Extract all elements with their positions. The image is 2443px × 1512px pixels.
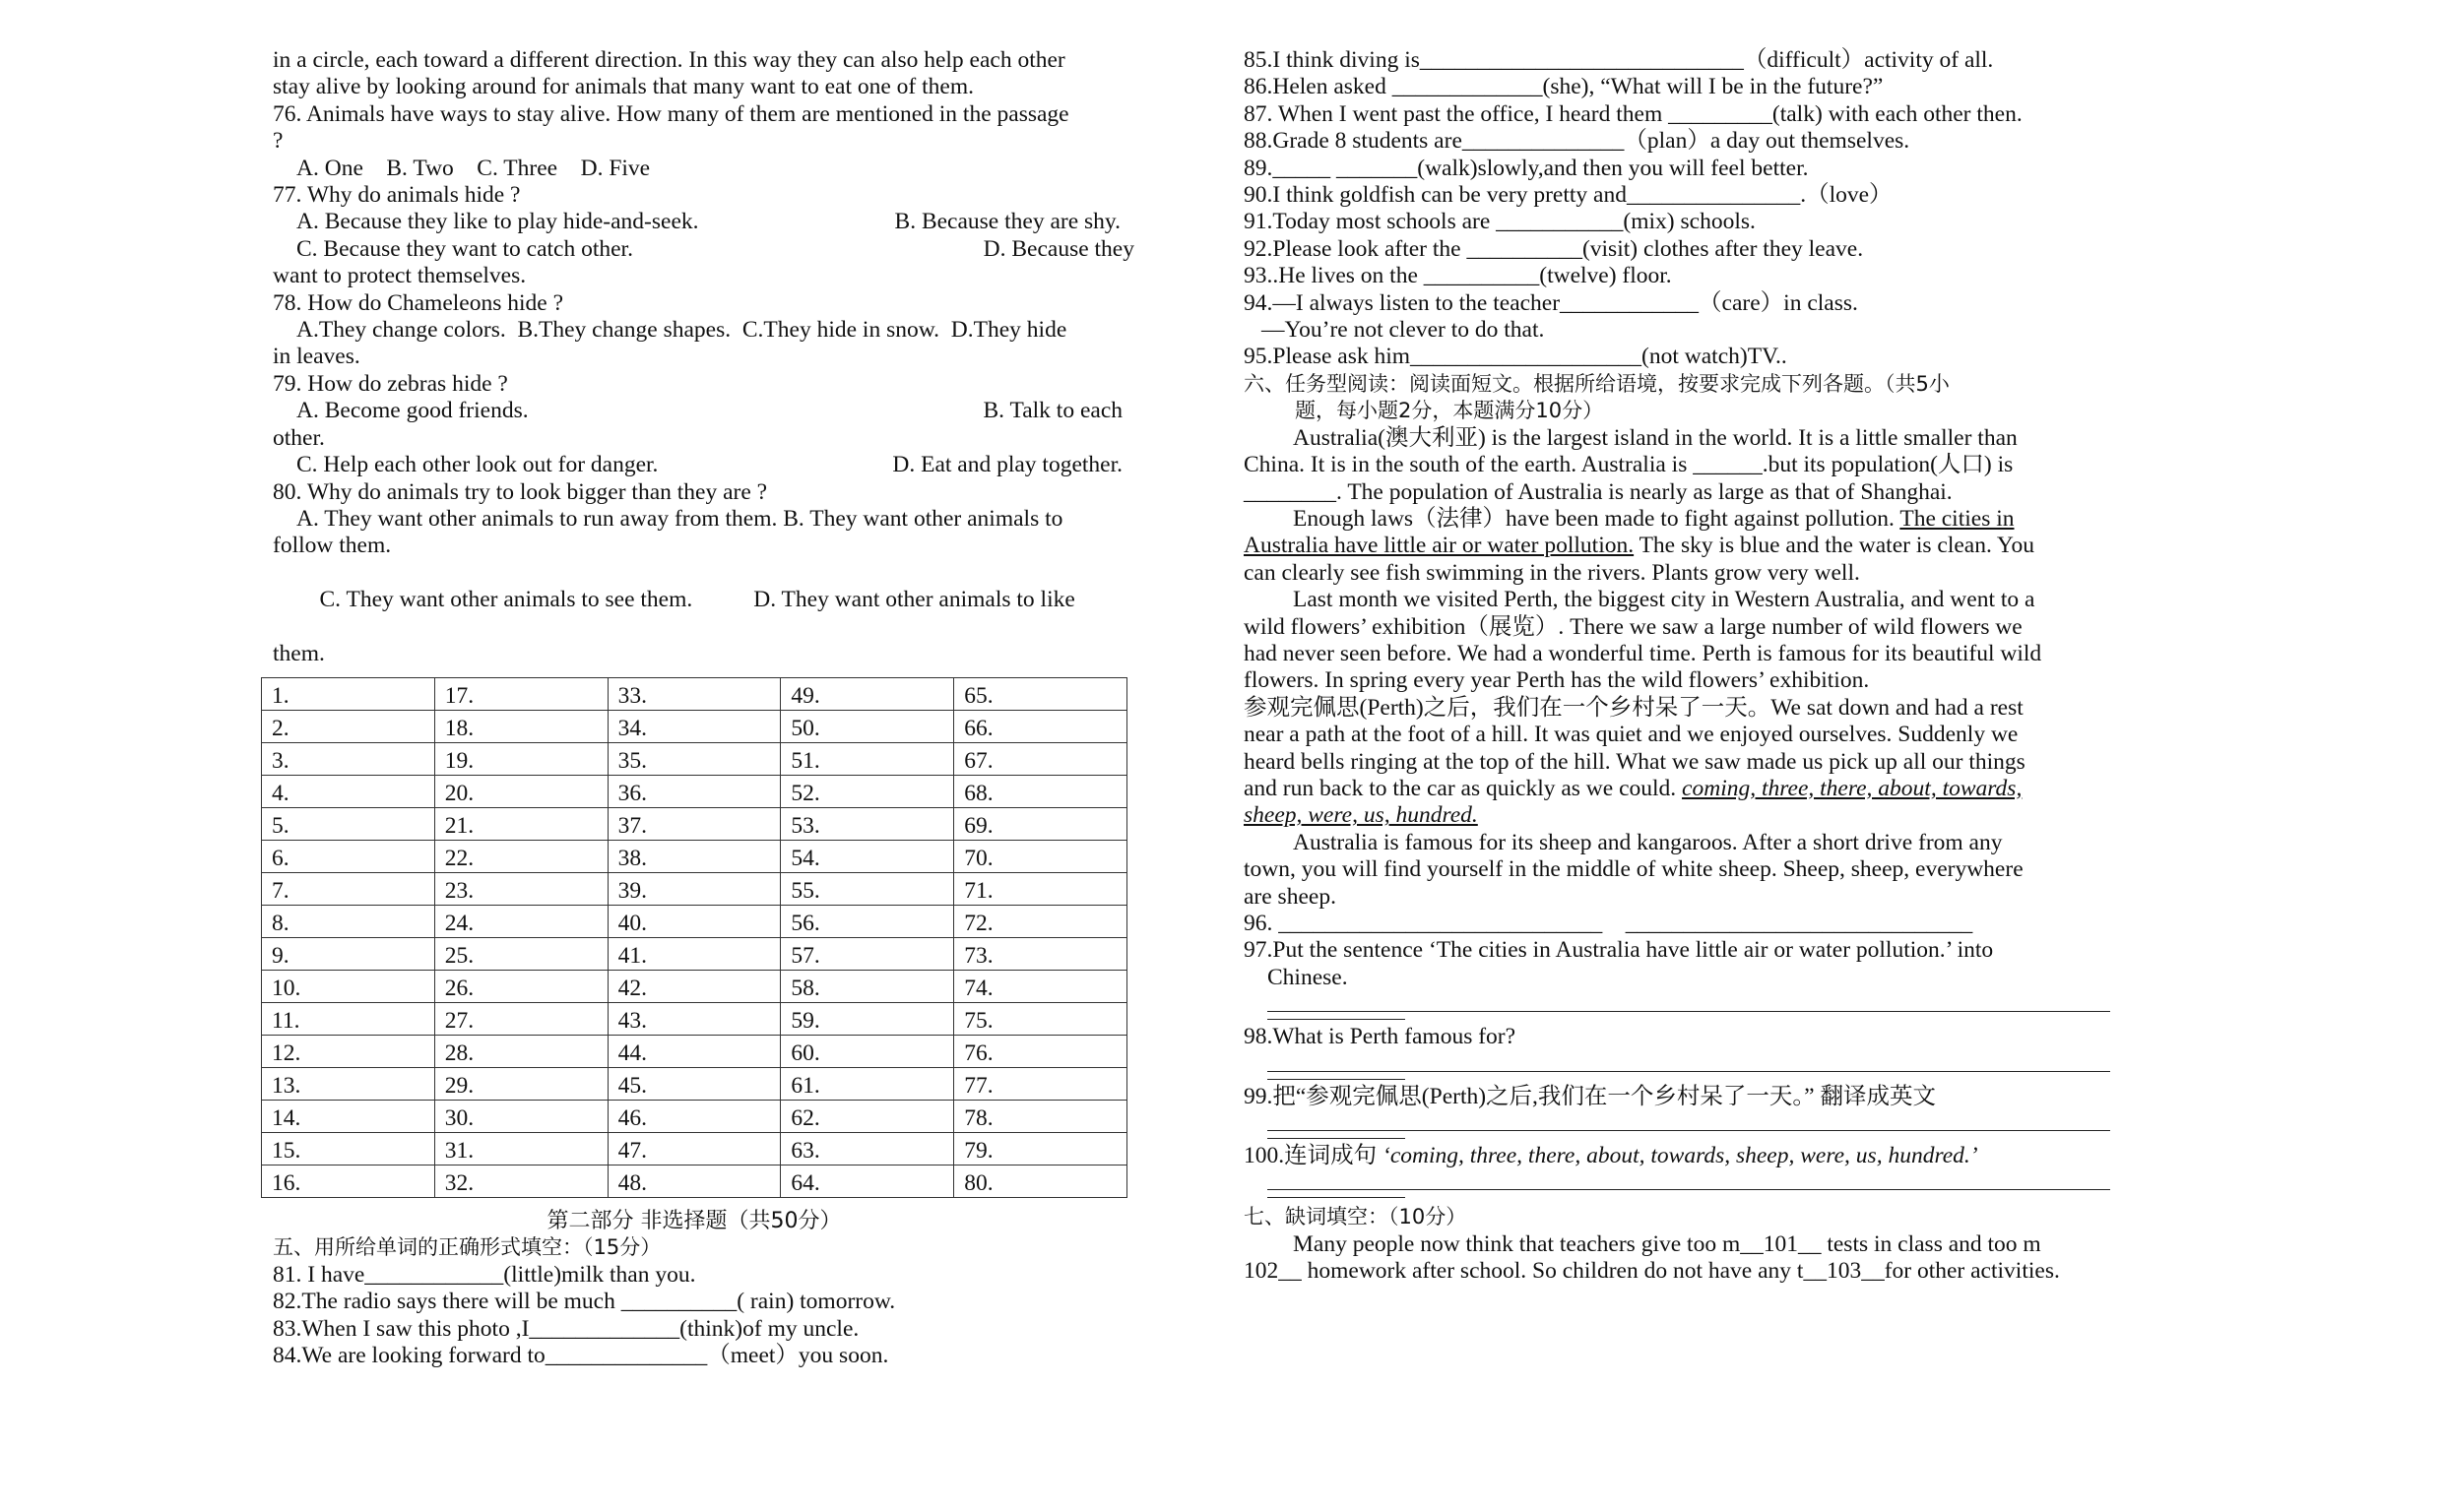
fill-question-91: 91.Today most schools are ___________(mix) schools. — [1244, 209, 1756, 235]
option-a: A. Because they like to play hide-and-seek. — [296, 209, 699, 235]
answer-grid-row — [262, 678, 1127, 711]
option-c: C. Because they want to catch other. — [296, 235, 633, 262]
answer-grid-row — [262, 776, 1127, 808]
answer-cell: 65. — [954, 678, 1127, 711]
answer-line — [1267, 991, 2110, 1012]
option-d-continued: want to protect themselves. — [273, 263, 527, 289]
passage-line: ________. The population of Australia is nearly as large as that of Shanghai. — [1244, 478, 1953, 505]
answer-cell: 49. — [781, 678, 954, 711]
question-text: 100.连词成句 — [1244, 1143, 1382, 1169]
answer-cell: 39. — [608, 873, 781, 906]
answer-cell: 45. — [608, 1068, 781, 1101]
answer-line — [1267, 1051, 2110, 1072]
passage-line: are sheep. — [1244, 883, 1336, 910]
answer-grid-row — [262, 711, 1127, 743]
answer-cell: 32. — [434, 1166, 608, 1198]
answer-line-short — [1267, 1019, 1405, 1020]
passage-line: stay alive by looking around for animals that many want to eat one of them. — [273, 74, 974, 100]
answer-cell: 76. — [954, 1036, 1127, 1068]
answer-line — [1267, 1169, 2110, 1190]
passage-line: Australia(澳大利亚) is the largest island in the world. It is a little smaller than — [1293, 424, 2018, 451]
passage-text: Enough laws（法律）have been made to fight against pollution. — [1293, 505, 1900, 532]
passage-line: Australia is famous for its sheep and kangaroos. After a short drive from any — [1293, 829, 2003, 855]
answer-cell: 22. — [434, 841, 608, 873]
fill-question-81: 81. I have____________(little)milk than you. — [273, 1261, 696, 1288]
answer-cell: 47. — [608, 1133, 781, 1166]
section-7-title: 七、缺词填空：（10分） — [1244, 1205, 1467, 1229]
answer-cell: 56. — [781, 906, 954, 938]
passage-text: The sky is blue and the water is clean. You — [1634, 533, 2034, 559]
answer-line-short — [1267, 1197, 1405, 1198]
answer-cell: 23. — [434, 873, 608, 906]
answer-cell: 37. — [608, 808, 781, 841]
answer-cell: 63. — [781, 1133, 954, 1166]
answer-cell: 48. — [608, 1166, 781, 1198]
answer-cell: 18. — [434, 711, 608, 743]
answer-cell: 35. — [608, 743, 781, 776]
answer-grid-row — [262, 1166, 1127, 1198]
answer-cell: 43. — [608, 1003, 781, 1036]
answer-cell: 20. — [434, 776, 608, 808]
fill-question-92: 92.Please look after the __________(visit) clothes after they leave. — [1244, 235, 1864, 262]
answer-cell: 36. — [608, 776, 781, 808]
fill-question-85: 85.I think diving is____________________________（difficult）activity of all. — [1244, 47, 1994, 73]
answer-cell: 7. — [262, 873, 435, 906]
part-two-title: 第二部分 非选择题（共50分） — [546, 1209, 842, 1233]
question-99: 99.把“参观完佩思(Perth)之后,我们在一个乡村呆了一天。” 翻译成英文 — [1244, 1083, 1936, 1109]
question-76-options: A. One B. Two C. Three D. Five — [296, 155, 651, 181]
answer-cell: 64. — [781, 1166, 954, 1198]
question-77-options-cd — [273, 236, 1134, 263]
answer-cell: 13. — [262, 1068, 435, 1101]
cloze-line: Many people now think that teachers give too m__101__ tests in class and too m — [1293, 1230, 2041, 1257]
answer-cell: 55. — [781, 873, 954, 906]
underlined-sentence: Australia have little air or water pollution. — [1244, 533, 1635, 559]
fill-question-94: 94.—I always listen to the teacher____________（care）in class. — [1244, 289, 1858, 316]
fill-question-90: 90.I think goldfish can be very pretty and_______________.（love） — [1244, 182, 1893, 209]
answer-cell: 50. — [781, 711, 954, 743]
option-b: B. Talk to each — [983, 398, 1123, 424]
answer-grid-row — [262, 971, 1127, 1003]
answer-grid-row — [262, 873, 1127, 906]
answer-cell: 38. — [608, 841, 781, 873]
option-c: C. Help each other look out for danger. — [296, 452, 659, 478]
answer-line — [1267, 1110, 2110, 1131]
answer-cell: 44. — [608, 1036, 781, 1068]
passage-line: 参观完佩思(Perth)之后，我们在一个乡村呆了一天。We sat down and had a rest — [1244, 694, 2024, 721]
answer-grid-row — [262, 808, 1127, 841]
question-78-options: A.They change colors. B.They change shapes. C.They hide in snow. D.They hide — [296, 317, 1067, 344]
answer-cell: 4. — [262, 776, 435, 808]
question-78-options-end: in leaves. — [273, 344, 360, 370]
answer-cell: 78. — [954, 1101, 1127, 1133]
answer-grid-row — [262, 938, 1127, 971]
question-100 — [1244, 1143, 2110, 1169]
fill-question-84: 84.We are looking forward to______________（meet）you soon. — [273, 1343, 889, 1369]
answer-cell: 29. — [434, 1068, 608, 1101]
question-80-stem: 80. Why do animals try to look bigger than they are ? — [273, 478, 768, 505]
answer-cell: 5. — [262, 808, 435, 841]
option-d-continued: them. — [273, 640, 325, 666]
passage-text: and run back to the car as quickly as we could. — [1244, 775, 1683, 801]
cloze-line: 102__ homework after school. So children do not have any t__103__for other activities. — [1244, 1258, 2060, 1285]
answer-cell: 58. — [781, 971, 954, 1003]
answer-cell: 14. — [262, 1101, 435, 1133]
fill-question-88: 88.Grade 8 students are______________（plan）a day out themselves. — [1244, 128, 1910, 155]
question-76-stem-end: ? — [273, 128, 284, 155]
answer-cell: 34. — [608, 711, 781, 743]
passage-line: heard bells ringing at the top of the hill. What we saw made us pick up all our things — [1244, 748, 2025, 775]
question-77-options-ab — [273, 209, 1134, 235]
passage-line: town, you will find yourself in the middle of white sheep. Sheep, sheep, everywhere — [1244, 856, 2024, 883]
option-b-continued: other. — [273, 424, 325, 451]
answer-cell: 77. — [954, 1068, 1127, 1101]
answer-cell: 73. — [954, 938, 1127, 971]
answer-cell: 72. — [954, 906, 1127, 938]
option-c: C. They want other animals to see them. — [319, 587, 693, 613]
passage-line: Last month we visited Perth, the biggest city in Western Australia, and went to a — [1293, 587, 2035, 613]
passage-line — [1244, 533, 2110, 559]
answer-cell: 33. — [608, 678, 781, 711]
answer-cell: 61. — [781, 1068, 954, 1101]
question-97-end: Chinese. — [1267, 964, 1348, 990]
question-97: 97.Put the sentence ‘The cities in Australia have little air or water pollution.’ into — [1244, 937, 1994, 964]
answer-cell: 17. — [434, 678, 608, 711]
passage-line: in a circle, each toward a different direction. In this way they can also help each other — [273, 47, 1065, 73]
answer-cell: 30. — [434, 1101, 608, 1133]
part-two-block — [261, 1208, 1127, 1369]
answer-cell: 10. — [262, 971, 435, 1003]
answer-line-short — [1267, 1079, 1405, 1080]
passage-line: had never seen before. We had a wonderful time. Perth is famous for its beautiful wild — [1244, 640, 2042, 666]
answer-cell: 59. — [781, 1003, 954, 1036]
fill-question-86: 86.Helen asked _____________(she), “What will I be in the future?” — [1244, 74, 1884, 100]
answer-line-short — [1267, 1138, 1405, 1139]
answer-cell: 16. — [262, 1166, 435, 1198]
fill-question-93: 93..He lives on the __________(twelve) floor. — [1244, 263, 1672, 289]
answer-cell: 27. — [434, 1003, 608, 1036]
answer-cell: 75. — [954, 1003, 1127, 1036]
answer-cell: 79. — [954, 1133, 1127, 1166]
answer-cell: 40. — [608, 906, 781, 938]
section-5-title: 五、用所给单词的正确形式填空：（15分） — [273, 1235, 662, 1260]
section-6-title-end: 题，每小题2分，本题满分10分） — [1295, 399, 1604, 423]
option-d: D. Because they — [983, 235, 1134, 262]
underlined-sentence: The cities in — [1899, 505, 2015, 532]
left-column — [273, 47, 1134, 667]
answer-grid-row — [262, 743, 1127, 776]
answer-grid-row — [262, 906, 1127, 938]
scrambled-words: coming, three, there, about, towards, — [1682, 775, 2023, 801]
fill-question-94-reply: —You’re not clever to do that. — [1261, 317, 1545, 344]
fill-question-95: 95.Please ask him____________________(not watch)TV.. — [1244, 344, 1787, 370]
scrambled-words: ‘coming, three, there, about, towards, sheep, were, us, hundred.’ — [1382, 1143, 1978, 1169]
question-80-options-ab: A. They want other animals to run away from them. B. They want other animals to — [296, 505, 1063, 532]
answer-cell: 53. — [781, 808, 954, 841]
question-79-options-cd — [273, 452, 1134, 478]
answer-cell: 25. — [434, 938, 608, 971]
question-77-stem: 77. Why do animals hide ? — [273, 182, 521, 209]
passage-line: can clearly see fish swimming in the rivers. Plants grow very well. — [1244, 559, 1860, 586]
answer-cell: 15. — [262, 1133, 435, 1166]
option-b: B. Because they are shy. — [894, 209, 1121, 235]
section-6-title: 六、任务型阅读：阅读面短文。根据所给语境，按要求完成下列各题。（共5小 — [1244, 371, 1950, 396]
question-79-options-ab — [273, 398, 1134, 424]
question-98: 98.What is Perth famous for? — [1244, 1024, 1516, 1050]
answer-cell: 52. — [781, 776, 954, 808]
answer-cell: 80. — [954, 1166, 1127, 1198]
answer-cell: 68. — [954, 776, 1127, 808]
answer-cell: 46. — [608, 1101, 781, 1133]
answer-cell: 28. — [434, 1036, 608, 1068]
question-96: 96. ____________________________ ______________________________ — [1244, 911, 1973, 936]
passage-line: wild flowers’ exhibition（展览）. There we saw a large number of wild flowers we — [1244, 613, 2023, 640]
answer-grid-row — [262, 1133, 1127, 1166]
answer-cell: 6. — [262, 841, 435, 873]
option-d: D. Eat and play together. — [892, 452, 1123, 478]
option-a: A. Become good friends. — [296, 398, 529, 424]
option-d: D. They want other animals to like — [753, 587, 1075, 613]
answer-grid-row — [262, 841, 1127, 873]
answer-cell: 67. — [954, 743, 1127, 776]
answer-cell: 12. — [262, 1036, 435, 1068]
answer-cell: 41. — [608, 938, 781, 971]
answer-cell: 3. — [262, 743, 435, 776]
answer-cell: 66. — [954, 711, 1127, 743]
scrambled-words: sheep, were, us, hundred. — [1244, 802, 1478, 829]
answer-cell: 8. — [262, 906, 435, 938]
answer-cell: 19. — [434, 743, 608, 776]
fill-question-87: 87. When I went past the office, I heard them _________(talk) with each other then. — [1244, 100, 2023, 127]
passage-line — [1244, 776, 2110, 802]
answer-cell: 24. — [434, 906, 608, 938]
passage-line: flowers. In spring every year Perth has the wild flowers’ exhibition. — [1244, 667, 1870, 694]
question-78-stem: 78. How do Chameleons hide ? — [273, 289, 564, 316]
answer-cell: 31. — [434, 1133, 608, 1166]
answer-cell: 57. — [781, 938, 954, 971]
answer-cell: 54. — [781, 841, 954, 873]
answer-cell: 1. — [262, 678, 435, 711]
answer-cell: 42. — [608, 971, 781, 1003]
answer-cell: 21. — [434, 808, 608, 841]
answer-cell: 71. — [954, 873, 1127, 906]
right-column — [1244, 47, 2110, 1286]
answer-cell: 74. — [954, 971, 1127, 1003]
answer-grid-row — [262, 1003, 1127, 1036]
question-79-stem: 79. How do zebras hide ? — [273, 370, 508, 397]
answer-cell: 69. — [954, 808, 1127, 841]
answer-grid — [261, 677, 1127, 1198]
passage-line — [1244, 506, 2110, 533]
passage-line: near a path at the foot of a hill. It was quiet and we enjoyed ourselves. Suddenly we — [1244, 722, 2019, 748]
fill-question-83: 83.When I saw this photo ,I_____________(think)of my uncle. — [273, 1315, 860, 1342]
answer-cell: 51. — [781, 743, 954, 776]
answer-grid-row — [262, 1101, 1127, 1133]
question-80-options-ab-end: follow them. — [273, 533, 392, 559]
answer-cell: 11. — [262, 1003, 435, 1036]
answer-cell: 62. — [781, 1101, 954, 1133]
answer-cell: 70. — [954, 841, 1127, 873]
fill-question-89: 89._____ _______(walk)slowly,and then you will feel better. — [1244, 155, 1809, 181]
question-76-stem: 76. Animals have ways to stay alive. How many of them are mentioned in the passage — [273, 100, 1069, 127]
answer-cell: 9. — [262, 938, 435, 971]
passage-line: China. It is in the south of the earth. Australia is ______.but its population(人口) is — [1244, 452, 2014, 478]
answer-cell: 26. — [434, 971, 608, 1003]
question-80-options-cd — [273, 560, 1134, 641]
fill-question-82: 82.The radio says there will be much __________( rain) tomorrow. — [273, 1289, 896, 1315]
answer-grid-row — [262, 1068, 1127, 1101]
answer-cell: 60. — [781, 1036, 954, 1068]
answer-cell: 2. — [262, 711, 435, 743]
answer-grid-row — [262, 1036, 1127, 1068]
